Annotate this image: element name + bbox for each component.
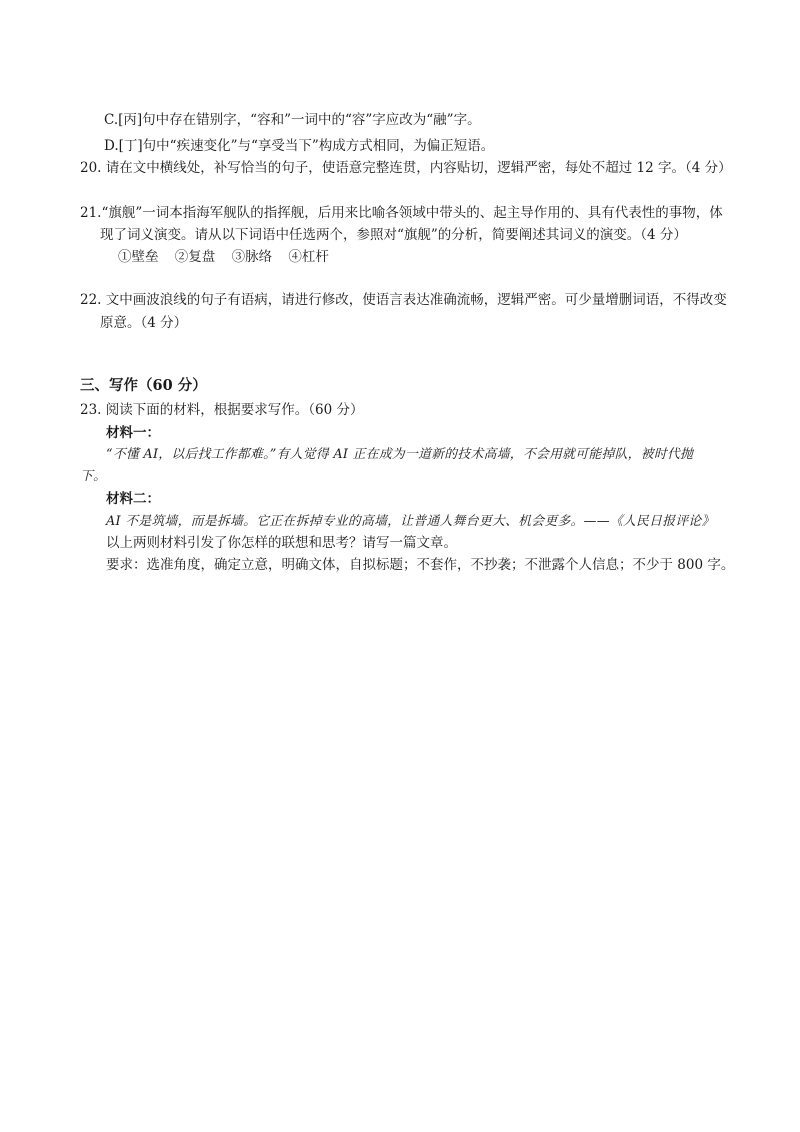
option-4: ④杠杆 (288, 249, 329, 265)
question-23-requirements: 要求：选准角度，确定立意，明确文体，自拟标题；不套作，不抄袭；不泄露个人信息；不少于 800 字。 (106, 557, 735, 573)
material-1-label: 材料一： (106, 425, 160, 441)
material-1-line2: 下。 (80, 469, 107, 484)
material-2-label: 材料二： (106, 491, 160, 507)
option-1: ①壁垒 (118, 249, 159, 265)
material-1-line1: “不懂 AI，以后找工作都难。”有人觉得 AI 正在成为一道新的技术高墙，不会用就可能掉队，被时代抛 (106, 447, 694, 462)
question-21-options (118, 247, 341, 267)
question-21-line2: 现了词义演变。请从以下词语中任选两个，参照对“旗舰”的分析，简要阐述其词义的演变。（4 分） (100, 227, 687, 243)
option-d: D.[丁]句中“疾速变化”与“享受当下”构成方式相同，为偏正短语。 (104, 138, 495, 154)
question-22-line2: 原意。（4 分） (100, 315, 188, 331)
option-c: C.[丙]句中存在错别字，“容和”一词中的“容”字应改为“融”字。 (104, 112, 481, 128)
question-23-intro: 23. 阅读下面的材料，根据要求写作。（60 分） (80, 402, 364, 418)
option-2: ②复盘 (174, 249, 216, 265)
question-23-prompt: 以上两则材料引发了你怎样的联想和思考？请写一篇文章。 (106, 535, 457, 551)
question-21-line1: 21.“旗舰”一词本指海军舰队的指挥舰，后用来比喻各领域中带头的、起主导作用的、具有代表性的事物，体 (80, 205, 723, 221)
option-3: ③脉络 (231, 249, 273, 265)
question-22-line1: 22. 文中画波浪线的句子有语病，请进行修改，使语言表达准确流畅，逻辑严密。可少量增删词语，不得改变 (80, 292, 727, 308)
section-3-title: 三、写作（60 分） (80, 377, 207, 394)
material-2-text: AI 不是筑墙，而是拆墙。它正在拆掉专业的高墙，让普通人舞台更大、机会更多。——《人民日报评论》 (106, 514, 715, 529)
question-20: 20. 请在文中横线处，补写恰当的句子，使语意完整连贯，内容贴切，逻辑严密，每处不超过 12 字。（4 分） (80, 160, 732, 176)
